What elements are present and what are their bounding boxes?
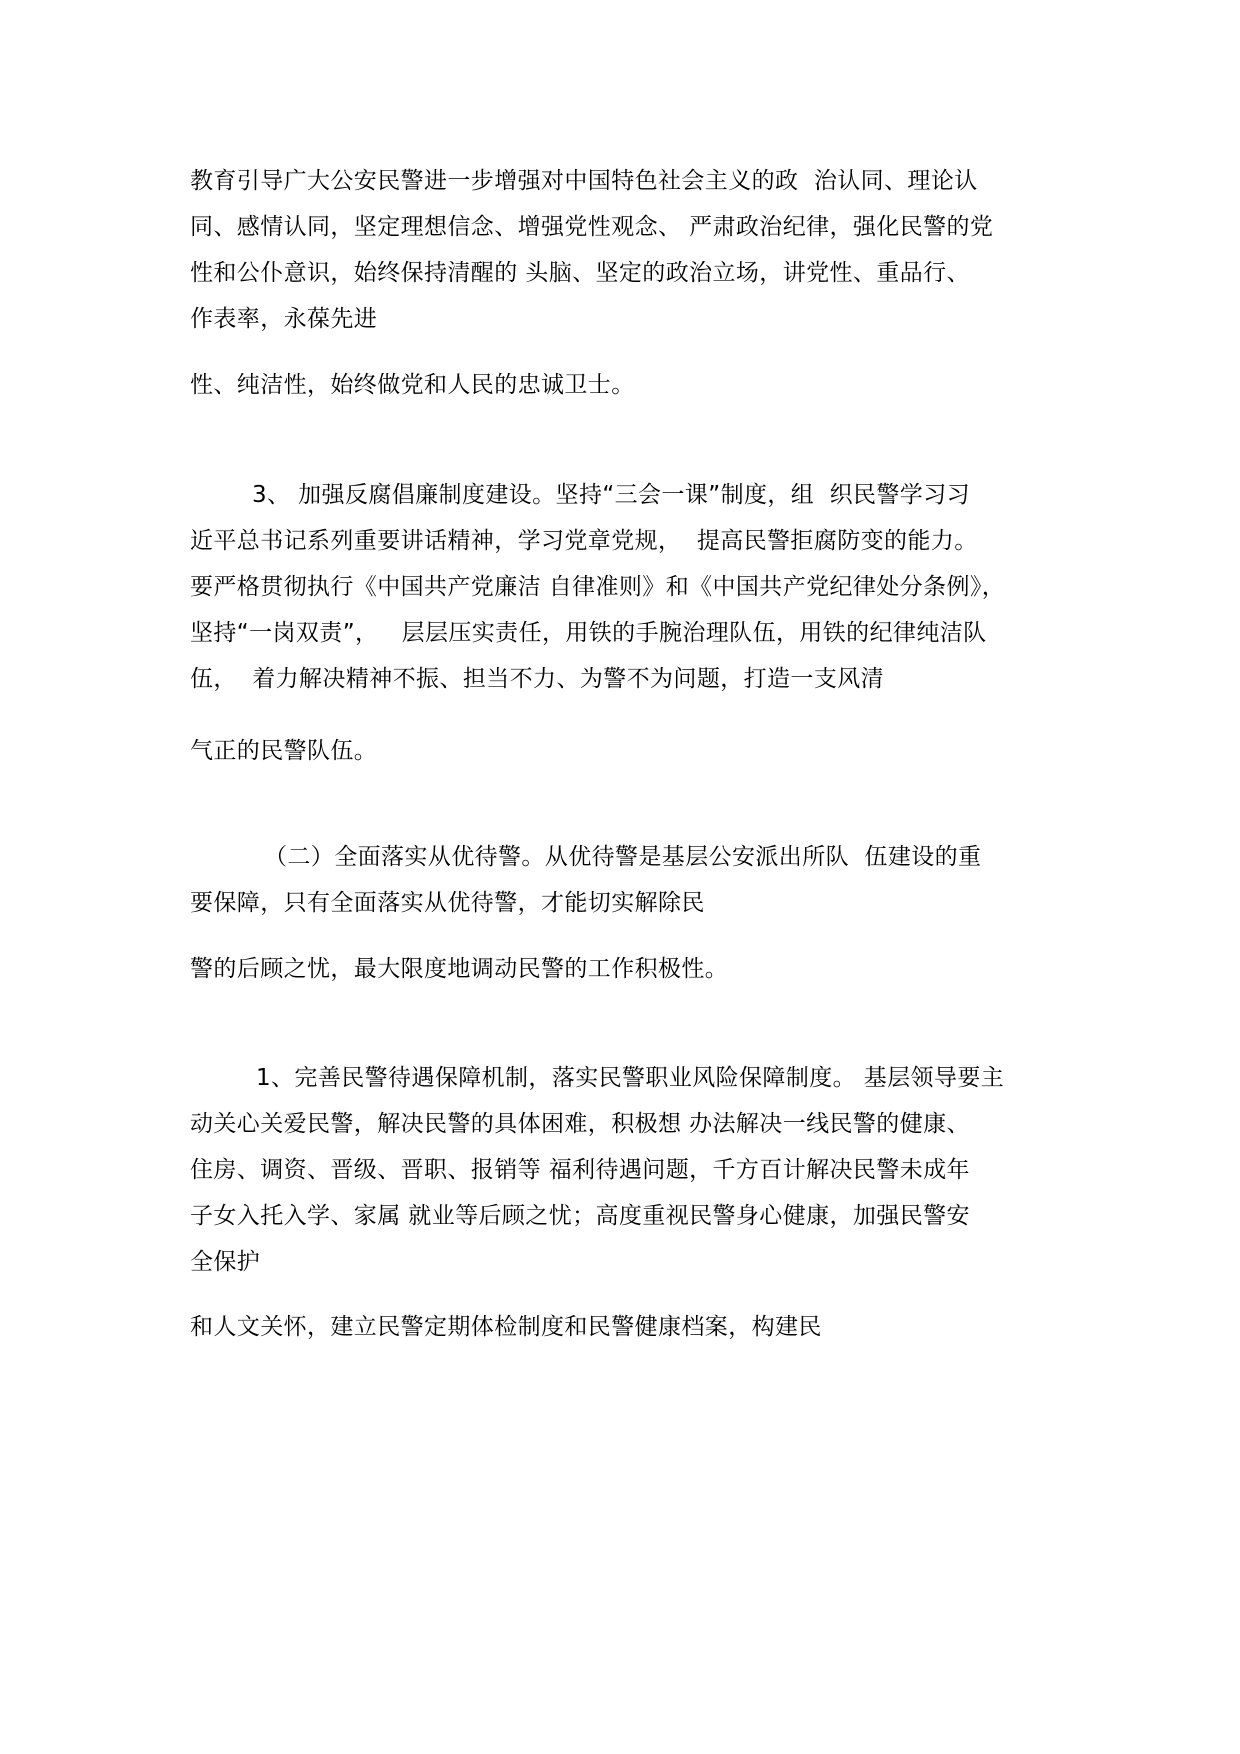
body-line: 和人文关怀，建立民警定期体检制度和民警健康档案，构建民 [190,1314,822,1340]
body-line: 坚持“一岗双责”， 层层压实责任，用铁的手腕治理队伍，用铁的纪律纯洁队 [190,620,987,646]
section-heading-2: （二）全面落实从优待警。从优待警是基层公安派出所队 伍建设的重 [264,844,982,870]
body-line: 性、纯洁性，始终做党和人民的忠诚卫士。 [190,372,635,398]
body-line: 气正的民警队伍。 [190,738,378,764]
body-line: 全保护 [190,1249,261,1275]
body-line: 近平总书记系列重要讲话精神，学习党章党规， 提高民警拒腐防变的能力。 [190,528,978,554]
body-line: 动关心关爱民警，解决民警的具体困难，积极想 办法解决一线民警的健康、 [190,1111,970,1137]
body-line: 警的后顾之忧，最大限度地调动民警的工作积极性。 [190,956,729,982]
body-line: 要严格贯彻执行《中国共产党廉洁 自律准则》和《中国共产党纪律处分条例》， [190,574,1006,600]
body-line: 同、感情认同，坚定理想信念、增强党性观念、 严肃政治纪律，强化民警的党 [190,214,994,240]
body-line: 伍， 着力解决精神不振、担当不力、为警不为问题，打造一支风清 [190,666,885,692]
body-line: 作表率，永葆先进 [190,306,378,332]
section-heading-1: 1、完善民警待遇保障机制，落实民警职业风险保障制度。 基层领导要主 [256,1065,1005,1091]
body-line: 教育引导广大公安民警进一步增强对中国特色社会主义的政 治认同、理论认 [190,168,978,194]
section-heading-3: 3、 加强反腐倡廉制度建设。坚持“三会一课”制度，组 织民警学习习 [252,482,970,508]
body-line: 子女入托入学、家属 就业等后顾之忧；高度重视民警身心健康，加强民警安 [190,1203,970,1229]
body-line: 要保障，只有全面落实从优待警，才能切实解除民 [190,890,705,916]
body-line: 性和公仆意识，始终保持清醒的 头脑、坚定的政治立场，讲党性、重品行、 [190,260,970,286]
body-line: 住房、调资、晋级、晋职、报销等 福利待遇问题，千方百计解决民警未成年 [190,1157,970,1183]
